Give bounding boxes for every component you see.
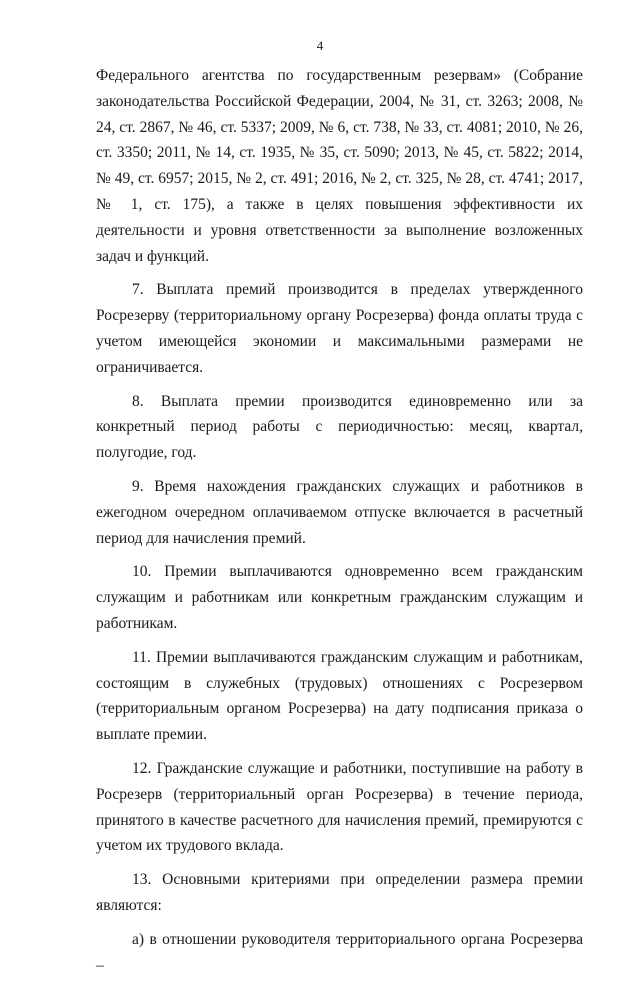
paragraph-8: 8. Выплата премии производится единовременно или за конкретный период работы с периодичностью: месяц, квартал, полугодие, год. [96, 392, 583, 462]
paragraph-10: 10. Премии выплачиваются одновременно всем гражданским служащим и работникам или конкретным гражданским служащим и работникам. [96, 563, 583, 632]
document-body [96, 63, 583, 986]
page-number: 4 [316, 38, 324, 53]
paragraph-13: 13. Основными критериями при определении размера премии являются: [96, 871, 583, 914]
paragraph-11: 11. Премии выплачиваются гражданским служащим и работникам, состоящим в служебных (трудовых) отношениях с Росрезервом (территориальным органом Росрезерва) на дату подписания приказа о выплате премии. [96, 648, 583, 744]
paragraph-12: 12. Гражданские служащие и работники, поступившие на работу в Росрезерв (территориальный орган Росрезерва) в течение периода, принятого в качестве расчетного для начисления премий, премируются с учетом их трудового вклада. [96, 759, 583, 855]
paragraph-13a: а) в отношении руководителя территориального органа Росрезерва – [96, 930, 583, 974]
paragraph-7: 7. Выплата премий производится в пределах утвержденного Росрезерву (территориальному органу Росрезерва) фонда оплаты труда с учетом имеющейся экономии и максимальными размерами не ограничивается. [96, 281, 583, 376]
paragraph-9: 9. Время нахождения гражданских служащих и работников в ежегодном очередном оплачиваемом отпуске включается в расчетный период для начисления премий. [96, 477, 583, 547]
paragraph-continuation: Федерального агентства по государственным резервам» (Собрание законодательства Российской Федерации, 2004, № 31, ст. 3263; 2008, № 24, ст. 2867, № 46, ст. 5337; 2009, № 6, ст. 738, № 33, ст. 4081; 2010, № 26, ст. 3350; 2011, № 14, ст. 1935, № 35, ст. 5090; 2013, № 45, ст. 5822; 2014, № 49, ст. 6957; 2015, № 2, ст. 491; 2016, № 2, ст. 325, № 28, ст. 4741; 2017, № 1, ст. 175), а также в целях повышения эффективности их деятельности и уровня ответственности за выполнение возложенных задач и функций. [96, 67, 583, 265]
